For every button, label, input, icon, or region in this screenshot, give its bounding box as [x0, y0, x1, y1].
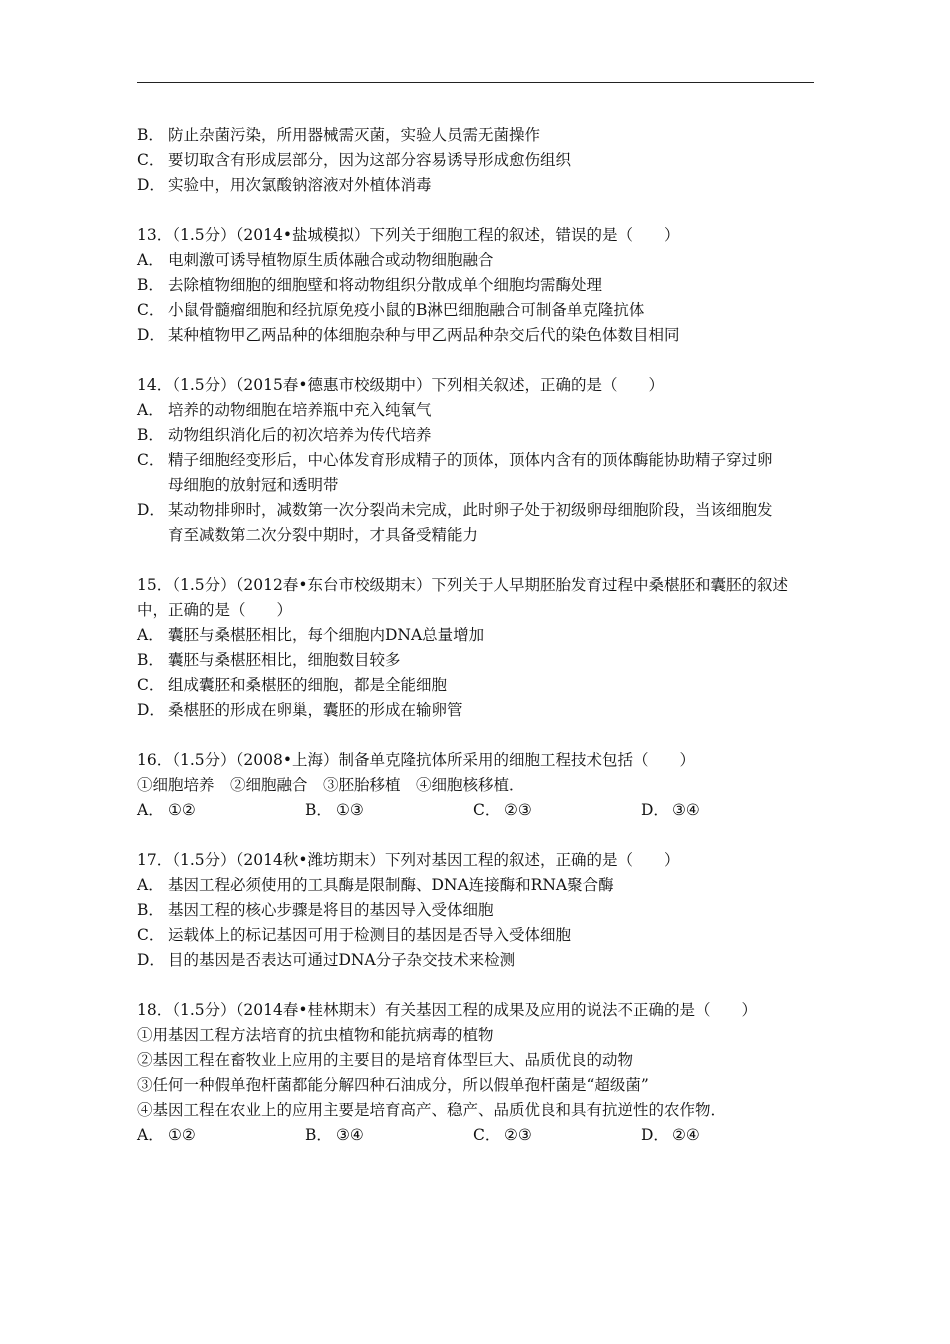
option-c	[473, 798, 641, 823]
option-text: 运载体上的标记基因可用于检测目的基因是否导入受体细胞	[168, 926, 572, 944]
question-stem: 13．（1.5分）（2014•盐城模拟）下列关于细胞工程的叙述，错误的是（ ）	[137, 226, 680, 244]
option-text: 动物组织消化后的初次培养为传代培养	[168, 426, 432, 444]
option-label: A．	[137, 626, 164, 644]
option-label: D．	[641, 801, 669, 819]
option-label: C．	[137, 451, 165, 469]
question-17	[137, 848, 817, 973]
option-d	[137, 498, 817, 523]
option-text-continued: 育至减数第二次分裂中期时，才具备受精能力	[168, 526, 479, 544]
option-d	[641, 1123, 809, 1148]
question-stem-continued: 中，正确的是（ ）	[137, 601, 293, 619]
statement-item: ①用基因工程方法培育的抗虫植物和能抗病毒的植物	[137, 1026, 494, 1044]
option-c	[137, 923, 817, 948]
option-text: 基因工程必须使用的工具酶是限制酶、DNA连接酶和RNA聚合酶	[168, 876, 614, 894]
option-text: ①③	[336, 801, 364, 819]
option-label: A．	[137, 401, 164, 419]
option-label: B．	[137, 651, 164, 669]
option-text: 培养的动物细胞在培养瓶中充入纯氧气	[168, 401, 432, 419]
option-a	[137, 873, 817, 898]
option-label: A．	[137, 1126, 164, 1144]
option-text: 要切取含有形成层部分，因为这部分容易诱导形成愈伤组织	[168, 151, 572, 169]
option-label: B．	[305, 801, 332, 819]
option-c	[473, 1123, 641, 1148]
option-b	[137, 898, 817, 923]
option-text: 去除植物细胞的细胞壁和将动物组织分散成单个细胞均需酶处理	[168, 276, 603, 294]
option-b	[137, 423, 817, 448]
option-label: D．	[137, 176, 165, 194]
option-text: 电刺激可诱导植物原生质体融合或动物细胞融合	[168, 251, 494, 269]
option-label: D．	[137, 501, 165, 519]
option-d	[137, 948, 817, 973]
option-b	[137, 123, 817, 148]
option-b	[137, 648, 817, 673]
option-c	[137, 448, 817, 473]
option-text: ②③	[504, 1126, 532, 1144]
option-text: 实验中，用次氯酸钠溶液对外植体消毒	[168, 176, 432, 194]
option-d	[137, 698, 817, 723]
option-label: D．	[137, 326, 165, 344]
option-text: 目的基因是否表达可通过DNA分子杂交技术来检测	[168, 951, 516, 969]
question-stem: 17．（1.5分）（2014秋•潍坊期末）下列对基因工程的叙述，正确的是（ ）	[137, 851, 680, 869]
option-text: 组成囊胚和桑椹胚的细胞，都是全能细胞	[168, 676, 448, 694]
option-text: 防止杂菌污染，所用器械需灭菌，实验人员需无菌操作	[168, 126, 541, 144]
option-text: ③④	[336, 1126, 364, 1144]
statement-item: ④基因工程在农业上的应用主要是培育高产、稳产、品质优良和具有抗逆性的农作物．	[137, 1101, 727, 1119]
option-d	[137, 173, 817, 198]
option-text: ③④	[672, 801, 700, 819]
option-text: 囊胚与桑椹胚相比，每个细胞内DNA总量增加	[168, 626, 485, 644]
option-label: A．	[137, 801, 164, 819]
option-a	[137, 248, 817, 273]
option-c	[137, 298, 817, 323]
option-text: 小鼠骨髓瘤细胞和经抗原免疫小鼠的B淋巴细胞融合可制备单克隆抗体	[168, 301, 645, 319]
option-label: B．	[137, 426, 164, 444]
question-content	[137, 123, 817, 1173]
question-stem: 15．（1.5分）（2012春•东台市校级期末）下列关于人早期胚胎发育过程中桑椹胚和囊胚的叙述	[137, 576, 788, 594]
option-label: C．	[137, 926, 165, 944]
option-c	[137, 673, 817, 698]
option-label: B．	[137, 901, 164, 919]
option-label: D．	[137, 951, 165, 969]
question-14	[137, 373, 817, 548]
header-rule	[137, 82, 814, 83]
question-16	[137, 748, 817, 823]
option-text-continued: 母细胞的放射冠和透明带	[168, 476, 339, 494]
option-text: 某种植物甲乙两品种的体细胞杂种与甲乙两品种杂交后代的染色体数目相同	[168, 326, 680, 344]
option-a	[137, 1123, 305, 1148]
question-15	[137, 573, 817, 723]
option-label: D．	[641, 1126, 669, 1144]
option-text: ②③	[504, 801, 532, 819]
option-label: B．	[137, 276, 164, 294]
option-b	[137, 273, 817, 298]
option-text: ①②	[168, 1126, 196, 1144]
question-13	[137, 223, 817, 348]
question-stem: 18．（1.5分）（2014春•桂林期末）有关基因工程的成果及应用的说法不正确的是（ ）	[137, 1001, 757, 1019]
option-label: C．	[137, 676, 165, 694]
option-label: A．	[137, 876, 164, 894]
statement-item: ③任何一种假单孢杆菌都能分解四种石油成分，所以假单孢杆菌是“超级菌”	[137, 1076, 649, 1094]
statement-item: ②基因工程在畜牧业上应用的主要目的是培育体型巨大、品质优良的动物	[137, 1051, 634, 1069]
option-d	[137, 323, 817, 348]
question-stem: 16．（1.5分）（2008•上海）制备单克隆抗体所采用的细胞工程技术包括（ ）	[137, 751, 695, 769]
option-label: D．	[137, 701, 165, 719]
question-stem: 14．（1.5分）（2015春•德惠市校级期中）下列相关叙述，正确的是（ ）	[137, 376, 664, 394]
question-items: ①细胞培养 ②细胞融合 ③胚胎移植 ④细胞核移植．	[137, 776, 525, 794]
option-b	[305, 1123, 473, 1148]
option-a	[137, 798, 305, 823]
option-text: 基因工程的核心步骤是将目的基因导入受体细胞	[168, 901, 494, 919]
options-row	[137, 1123, 817, 1148]
option-label: A．	[137, 251, 164, 269]
option-text: ①②	[168, 801, 196, 819]
question-18	[137, 998, 817, 1148]
option-d	[641, 798, 809, 823]
option-text: 精子细胞经变形后，中心体发育形成精子的顶体，顶体内含有的顶体酶能协助精子穿过卵	[168, 451, 773, 469]
option-text: ②④	[672, 1126, 700, 1144]
option-a	[137, 623, 817, 648]
q12-options-continued	[137, 123, 817, 198]
option-text: 囊胚与桑椹胚相比，细胞数目较多	[168, 651, 401, 669]
option-label: B．	[305, 1126, 332, 1144]
options-row	[137, 798, 817, 823]
option-text: 桑椹胚的形成在卵巢，囊胚的形成在输卵管	[168, 701, 463, 719]
option-label: C．	[137, 151, 165, 169]
option-b	[305, 798, 473, 823]
option-label: B．	[137, 126, 164, 144]
option-label: C．	[473, 1126, 501, 1144]
option-a	[137, 398, 817, 423]
option-label: C．	[137, 301, 165, 319]
option-label: C．	[473, 801, 501, 819]
option-text: 某动物排卵时，减数第一次分裂尚未完成，此时卵子处于初级卵母细胞阶段，当该细胞发	[168, 501, 773, 519]
option-c	[137, 148, 817, 173]
